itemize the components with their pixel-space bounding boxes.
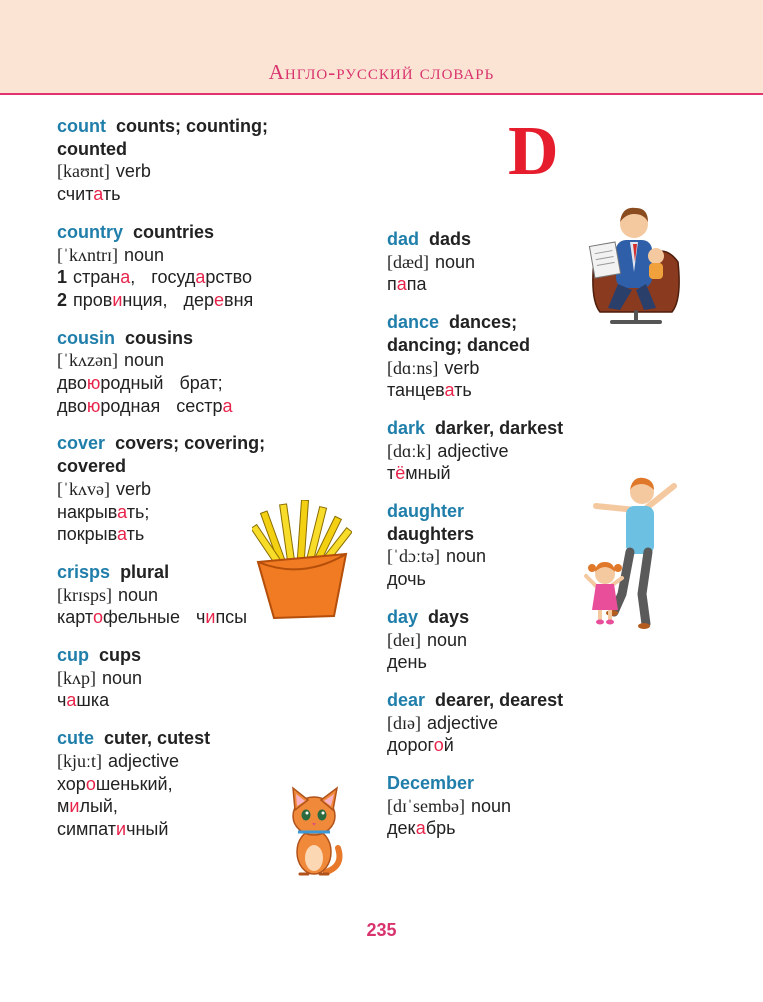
translation-line: [387, 817, 707, 840]
stressed-vowel: и: [205, 607, 216, 628]
stressed-vowel: а: [117, 501, 127, 522]
entry-headword-line: [57, 727, 377, 750]
word-part: ч: [57, 690, 67, 711]
headword: dear: [387, 689, 426, 710]
part-of-speech: adjective: [437, 440, 509, 461]
entry-headword-line: [57, 432, 377, 477]
headword: dad: [387, 229, 420, 249]
translation-word: [387, 735, 454, 755]
word-part: вня: [224, 289, 254, 310]
word-part: дво: [57, 395, 87, 416]
entry-headword-line: [387, 772, 707, 795]
pronunciation-line: [57, 244, 377, 267]
dictionary-entry: [57, 327, 377, 418]
headword: count: [57, 116, 106, 136]
translation-word: [387, 652, 427, 672]
stressed-vowel: а: [195, 267, 206, 288]
section-letter: D: [508, 113, 559, 190]
part-of-speech: noun: [435, 251, 476, 272]
word-forms: cups: [99, 645, 142, 666]
translation-word: [387, 818, 456, 838]
word-forms: cousins: [125, 327, 194, 348]
word-part: день: [387, 652, 427, 673]
entry-headword-line: [57, 221, 377, 244]
translation-word: [57, 774, 173, 794]
sense-number: 1: [57, 267, 68, 288]
translation-word: [196, 607, 247, 627]
word-part: т: [387, 463, 396, 484]
part-of-speech: noun: [470, 795, 512, 816]
word-part: карт: [57, 607, 93, 628]
word-part: дек: [387, 818, 416, 839]
word-part: фельные: [102, 607, 180, 628]
stressed-vowel: ю: [86, 395, 101, 416]
headword: daughter: [387, 501, 465, 522]
word-part: чный: [126, 818, 169, 839]
stressed-vowel: и: [112, 289, 123, 310]
translation-line: [57, 372, 377, 395]
stressed-vowel: а: [222, 395, 233, 416]
page-number: 235: [366, 920, 397, 940]
headword: dark: [387, 417, 426, 438]
word-part: дочь: [387, 569, 426, 590]
page-header: [0, 0, 763, 95]
part-of-speech: noun: [102, 667, 143, 688]
pronunciation-line: [57, 478, 377, 501]
word-part: ть;: [126, 501, 150, 522]
translation-word: [57, 373, 163, 393]
word-part: стран: [73, 267, 121, 288]
word-forms: counts; counting;: [116, 116, 268, 136]
translation-word: [57, 184, 121, 204]
pronunciation-line: [387, 712, 707, 735]
translation-line: [57, 689, 377, 712]
translation-word: [387, 274, 427, 294]
word-part: хор: [57, 773, 86, 794]
word-part: й: [443, 735, 454, 756]
headword: country: [57, 221, 124, 242]
translation-word: [387, 380, 472, 400]
word-part: счит: [57, 184, 94, 205]
transcription: [kjuːt]: [57, 750, 102, 771]
translation-word: [184, 290, 254, 310]
transcription: [ˈkʌzən]: [57, 350, 118, 371]
stressed-vowel: а: [93, 184, 103, 205]
word-forms: plural: [120, 561, 170, 582]
father-daughter-dancing-illustration: [582, 472, 694, 632]
translation-line: [57, 395, 377, 418]
pronunciation-line: [387, 440, 707, 463]
word-part: симпат: [57, 818, 117, 839]
stressed-vowel: а: [444, 380, 455, 401]
left-column: [57, 115, 377, 856]
word-part: дорог: [387, 735, 434, 756]
stressed-vowel: о: [433, 735, 444, 756]
translation-word: [57, 607, 180, 627]
translation-word: [57, 690, 109, 710]
pronunciation-line: [57, 160, 377, 183]
word-forms: covers; covering;: [115, 433, 266, 454]
word-forms: dances;: [449, 312, 518, 333]
word-part: пров: [73, 289, 113, 310]
headword: cup: [57, 645, 90, 666]
stressed-vowel: ю: [86, 373, 101, 394]
word-part: псы: [215, 607, 248, 628]
word-forms-continued: daughters: [387, 523, 475, 544]
transcription: [dɪˈsembə]: [387, 795, 465, 816]
translation-word: [387, 463, 451, 483]
translation-line: [57, 266, 377, 289]
word-forms-continued: counted: [57, 138, 127, 159]
headword: cousin: [57, 327, 116, 348]
word-part: ть: [102, 184, 121, 205]
sense-number: 2: [57, 289, 68, 310]
part-of-speech: noun: [118, 584, 159, 605]
stressed-vowel: а: [396, 274, 407, 295]
headword: crisps: [57, 561, 111, 582]
stressed-vowel: а: [66, 690, 77, 711]
stressed-vowel: о: [85, 773, 96, 794]
pronunciation-line: [387, 357, 707, 380]
word-part: ,: [130, 267, 136, 288]
part-of-speech: noun: [426, 629, 468, 650]
stressed-vowel: о: [92, 607, 103, 628]
kitten-illustration: [286, 786, 346, 882]
headword: cover: [57, 433, 106, 454]
stressed-vowel: е: [214, 289, 225, 310]
stressed-vowel: а: [116, 524, 127, 545]
pronunciation-line: [387, 795, 707, 818]
word-part: мный: [405, 463, 451, 484]
word-part: дер: [183, 289, 215, 310]
dictionary-entry: [57, 644, 377, 712]
translation-line: [387, 379, 707, 402]
stressed-vowel: а: [415, 818, 426, 839]
word-forms: dads: [429, 229, 472, 249]
transcription: [dɑːk]: [387, 440, 432, 461]
transcription: [ˈkʌvə]: [57, 478, 110, 499]
word-part: брат;: [179, 373, 223, 394]
pronunciation-line: [57, 750, 377, 773]
part-of-speech: verb: [115, 478, 151, 499]
stressed-vowel: и: [69, 796, 80, 817]
entry-headword-line: [57, 327, 377, 350]
stressed-vowel: и: [116, 818, 127, 839]
translation-word: [57, 524, 144, 544]
word-part: брь: [425, 818, 456, 839]
translation-word: [73, 267, 135, 287]
word-part: лый,: [79, 796, 118, 817]
word-part: госуд: [151, 267, 196, 288]
word-part: танцев: [387, 380, 445, 401]
headword: dance: [387, 312, 440, 333]
transcription: [dɪə]: [387, 712, 421, 733]
word-part: ть: [454, 380, 472, 401]
part-of-speech: noun: [123, 350, 165, 371]
part-of-speech: adjective: [108, 750, 180, 771]
translation-word: [57, 819, 168, 839]
transcription: [ˈdɔːtə]: [387, 546, 440, 567]
stressed-vowel: ё: [395, 463, 406, 484]
word-part: рство: [205, 267, 253, 288]
pronunciation-line: [57, 667, 377, 690]
pronunciation-line: [57, 349, 377, 372]
word-part: накрыв: [57, 501, 118, 522]
entry-headword-line: [387, 689, 707, 712]
dictionary-title: Англо-русский словарь: [268, 60, 495, 84]
dad-in-armchair-illustration: [586, 200, 686, 330]
translation-word: [57, 396, 160, 416]
word-part: шка: [76, 690, 110, 711]
word-part: ч: [195, 607, 206, 628]
translation-word: [57, 502, 149, 522]
entry-headword-line: [57, 115, 377, 160]
word-part: родный: [100, 373, 164, 394]
entry-headword-line: [57, 644, 377, 667]
word-part: нция,: [122, 289, 168, 310]
word-part: шенький,: [95, 773, 173, 794]
fries-illustration: [252, 500, 352, 620]
entry-headword-line: [387, 417, 707, 440]
word-part: сестр: [176, 395, 223, 416]
dictionary-entry: [387, 772, 707, 840]
translation-line: [57, 183, 377, 206]
translation-line: [387, 651, 707, 674]
word-forms-continued: dancing; danced: [387, 334, 531, 355]
transcription: [ˈkʌntrɪ]: [57, 244, 118, 265]
headword: day: [387, 606, 419, 627]
word-forms: countries: [133, 221, 215, 242]
word-forms: dearer, dearest: [435, 689, 564, 710]
part-of-speech: noun: [123, 244, 165, 265]
translation-word: [151, 267, 252, 287]
word-forms: cuter, cutest: [104, 728, 211, 749]
dictionary-entry: [57, 221, 377, 312]
headword: December: [387, 773, 475, 794]
stressed-vowel: а: [120, 267, 131, 288]
part-of-speech: adjective: [426, 712, 499, 733]
word-forms: darker, darkest: [435, 417, 564, 438]
translation-word: [73, 290, 167, 310]
word-part: родная: [100, 395, 161, 416]
part-of-speech: verb: [444, 357, 480, 378]
word-part: па: [406, 274, 427, 295]
word-part: дво: [57, 373, 87, 394]
transcription: [deɪ]: [387, 629, 421, 650]
translation-word: [57, 796, 118, 816]
part-of-speech: noun: [445, 546, 487, 567]
transcription: [dæd]: [387, 251, 429, 272]
word-part: м: [57, 796, 70, 817]
transcription: [kaʊnt]: [57, 161, 110, 182]
translation-word: [176, 396, 232, 416]
translation-line: [57, 289, 377, 312]
part-of-speech: verb: [115, 161, 151, 182]
word-forms-continued: covered: [57, 456, 127, 477]
word-part: ть: [126, 524, 145, 545]
transcription: [krɪsps]: [57, 584, 112, 605]
translation-word: [387, 569, 426, 589]
word-part: покрыв: [57, 524, 117, 545]
dictionary-entry: [387, 689, 707, 757]
transcription: [kʌp]: [57, 667, 96, 688]
word-part: п: [387, 274, 397, 295]
translation-line: [387, 734, 707, 757]
headword: cute: [57, 728, 95, 749]
translation-word: [179, 373, 222, 393]
dictionary-entry: [57, 115, 377, 206]
transcription: [dɑːns]: [387, 357, 439, 378]
word-forms: days: [428, 606, 470, 627]
